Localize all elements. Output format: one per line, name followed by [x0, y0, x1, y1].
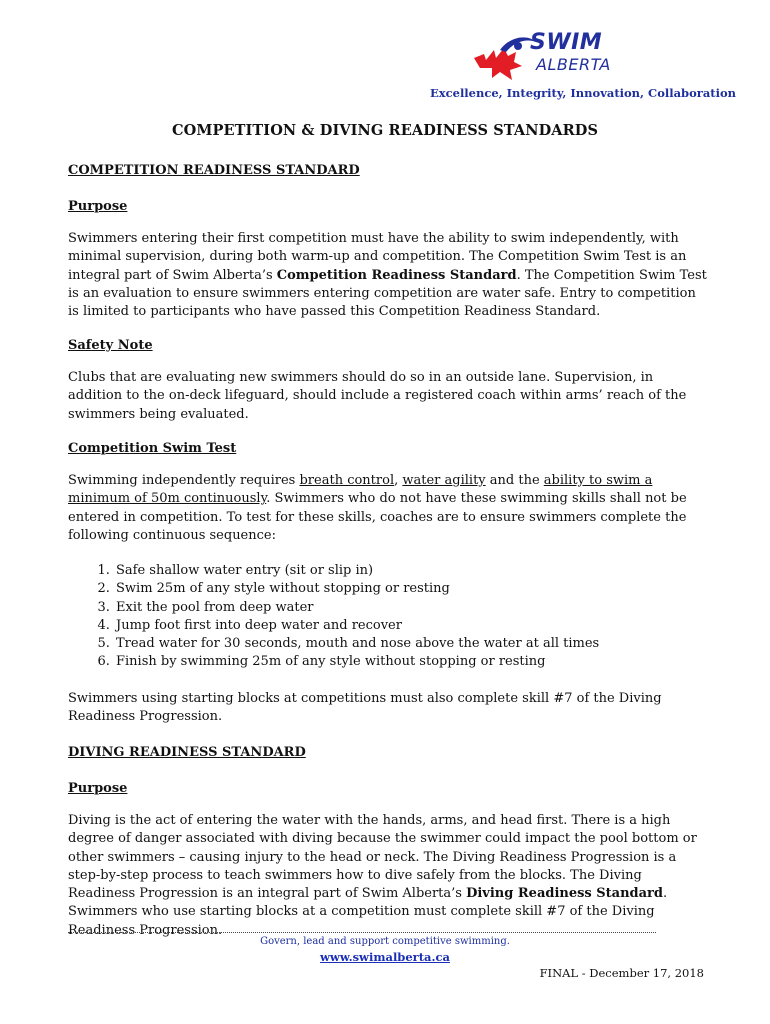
safety-note-paragraph: Clubs that are evaluating new swimmers should do so in an outside lane. Supervision, in addition to the on-deck lifeguard, should include a registered coach within arms’ reach of the swimmers being evaluated.	[68, 370, 687, 422]
purpose-heading-competition: Purpose	[68, 199, 128, 214]
competition-purpose-paragraph: Swimmers entering their first competition must have the ability to swim independently, with minimal supervision, during both warm-up and competition. The Competition Swim Test is an integral part of Swim Alberta’s Competition Readiness Standard. The Competition Swim Test is an evaluation to ensure swimmers entering competition are water safe. Entry to competition is limited to participants who have passed this Competition Readiness Standard.	[68, 231, 707, 320]
list-item: 2. Swim 25m of any style without stopping or resting	[114, 580, 714, 598]
list-item: 5. Tread water for 30 seconds, mouth and nose above the water at all times	[114, 635, 714, 653]
starting-blocks-note: Swimmers using starting blocks at competitions must also complete skill #7 of the Diving Readiness Progression.	[68, 691, 662, 725]
list-item: 4. Jump foot first into deep water and recover	[114, 617, 714, 635]
page-title: COMPETITION & DIVING READINESS STANDARDS	[171, 122, 599, 139]
list-item: 1. Safe shallow water entry (sit or slip in)	[114, 562, 714, 580]
diving-purpose-paragraph: Diving is the act of entering the water with the hands, arms, and head first. There is a high degree of danger associated with diving because the swimmer could impact the pool bottom or other swimmers – causing injury to the head or neck. The Diving Readiness Progression is a step-by-step process to teach swimmers how to dive safely from the blocks. The Diving Readiness Progression is an integral part of Swim Alberta’s Diving Readiness Standard. Swimmers who use starting blocks at a competition must complete skill #7 of the Diving Readiness Progression.	[68, 813, 697, 938]
logo-word-swim: SWIM	[530, 30, 603, 55]
diving-readiness-standard-term: Diving Readiness Standard	[466, 886, 663, 902]
website-link[interactable]: www.swimalberta.ca	[320, 950, 450, 964]
document-version-date: FINAL - December 17, 2018	[539, 966, 704, 980]
footer-motto: Govern, lead and support competitive swimming.	[260, 936, 510, 947]
logo-word-alberta: ALBERTA	[536, 55, 611, 74]
section-heading-competition: COMPETITION READINESS STANDARD	[68, 163, 360, 178]
tagline: Excellence, Integrity, Innovation, Collaboration	[430, 86, 736, 100]
list-item: 3. Exit the pool from deep water	[114, 599, 714, 617]
swim-alberta-logo	[470, 28, 630, 84]
competition-readiness-standard-term: Competition Readiness Standard	[276, 267, 517, 283]
footer-divider	[68, 932, 656, 933]
safety-note-heading: Safety Note	[68, 338, 153, 353]
list-item: 6. Finish by swimming 25m of any style without stopping or resting	[114, 653, 714, 671]
competition-swim-test-heading: Competition Swim Test	[68, 441, 237, 456]
section-heading-diving: DIVING READINESS STANDARD	[68, 745, 306, 760]
competition-swim-test-paragraph: Swimming independently requires breath control, water agility and the ability to swim a minimum of 50m continuously. Swimmers who do not have these swimming skills shall not be entered in competition. To test for these skills, coaches are to ensure swimmers complete the following continuous sequence:	[68, 473, 687, 543]
swim-test-steps-list	[68, 562, 714, 672]
purpose-heading-diving: Purpose	[68, 781, 128, 796]
